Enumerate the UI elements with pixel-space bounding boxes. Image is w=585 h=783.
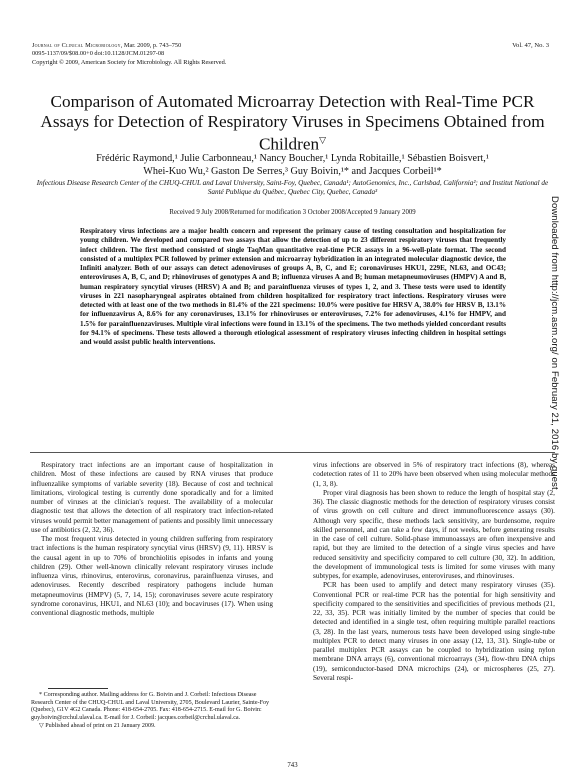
journal-header: [32, 42, 362, 67]
affiliations: Infectious Disease Research Center of the CHUQ-CHUL and Laval University, Saint-Foy, Quebec, Canada¹; AutoGenomics, Inc., Carlsbad, California²; and Institut National de Santé Publique du Québec, Quebec City, Quebec, Canada³: [36, 179, 549, 197]
author-list: [40, 152, 545, 178]
published-ahead-note: ▽ Published ahead of print on 21 January 2009.: [39, 723, 156, 730]
received-dates: Received 9 July 2008/Returned for modification 3 October 2008/Accepted 9 January 2009: [169, 209, 416, 216]
authors-line-1: Frédéric Raymond,¹ Julie Carbonneau,¹ Nancy Boucher,¹ Lynda Robitaille,¹ Sébastien Boisvert,¹: [96, 153, 489, 164]
abstract-divider: [30, 452, 555, 453]
page-number: 743: [287, 762, 298, 769]
body-paragraph: The most frequent virus detected in young children suffering from respiratory tract infections is the human respiratory syncytial virus (HRSV) (9, 11). HRSV is the causal agent in up to 70% of bronchiolitis episodes in infants and young children (29). Other well-known clinically relevant respiratory viruses include influenza virus, rhinovirus, enterovirus, coronavirus, parainfluenza viruses, and adenoviruses. Recently described respiratory pathogens include human metapneumovirus (HMPV) (5, 7, 14, 15); coronaviruses severe acute respiratory syndrome coronavirus, HKU1, and NL63 (10); and bocaviruses (17). When using conventional diagnostic methods, multiple: [31, 535, 273, 617]
article-title: [30, 92, 555, 154]
abstract: Respiratory virus infections are a major health concern and represent the primary cause of testing consultation and hospitalization for young children. We developed and compared two assays that allow the detection of up to 23 different respiratory viruses that frequently infect children. The first method consisted of single TaqMan quantitative real-time PCR assays in a 96-well-plate format. The second consisted of a multiplex PCR followed by primer extension and microarray hybridization in an integrated molecular diagnostic device, the Infiniti analyzer. Both of our assays can detect adenoviruses of groups A, B, C, and E; coronaviruses HKU1, 229E, NL63, and OC43; enteroviruses A, B, C, and D; rhinoviruses of genotypes A and B; influenza viruses A and B; human metapneumoviruses (HMPV) A and B, human respiratory syncytial viruses (HRSV) A and B; and parainfluenza viruses of types 1, 2, and 3. These tests were used to identify viruses in 221 nasopharyngeal aspirates obtained from children hospitalized for respiratory tract infections. Respiratory viruses were detected with at least one of the two methods in 81.4% of the 221 specimens: 10.0% were positive for HRSV A, 38.0% for HRSV B, 13.1% for influenzavirus A, 8.6% for any coronaviruses, 13.1% for rhinoviruses or enteroviruses, 7.2% for adenoviruses, 4.1% for HMPV, and 1.5% for parainfluenzaviruses. Multiple viral infections were found in 13.1% of the specimens. The two methods yielded concordant results for 94.1% of specimens. These tests allowed a thorough etiological assessment of respiratory viruses infecting children in hospital settings and would assist public health interventions.: [80, 227, 506, 346]
authors-line-2: Whei-Kuo Wu,² Gaston De Serres,³ Guy Boivin,¹* and Jacques Corbeil¹*: [143, 166, 442, 177]
body-paragraph: PCR has been used to amplify and detect many respiratory viruses (35). Conventional PCR or real-time PCR has the potential for high sensitivity and specificity compared to the sensitivities and specificities of previous methods (21, 22, 33, 35). PCR was initially limited by the number of species that could be detected and identified in a single test, often requiring multiple parallel reactions (3, 28). In the last years, numerous tests have been developed using single-tube multiplex PCR to detect many viruses in one assay (12, 13, 31). Single-tube or parallel multiplex PCR assays can be coupled to hybridization using nylon membrane DNA arrays (6), conventional microarrays (34), flow-thru DNA chips (19), semiconductor-based DNA microchips (24), or microspheres (25, 27). Several respi-: [313, 581, 555, 682]
body-paragraph: virus infections are observed in 5% of respiratory tract infections (8), whereas codetection rates of 11 to 20% have been observed when using molecular methods (1, 3, 8).: [313, 461, 555, 488]
footnote-divider: [48, 688, 108, 689]
body-column-right: [313, 461, 555, 683]
download-stamp: Downloaded from http://jcm.asm.org/ on February 21, 2016 by guest: [549, 196, 560, 490]
body-column-left: [31, 461, 273, 618]
corresponding-author-note: * Corresponding author. Mailing address for G. Boivin and J. Corbeil: Infectious Disease Research Center of the CHUQ-CHUL and Laval University, 2705, Boulevard Laurier, Sainte-Foy (Quebec), G1V 4G2 Canada. Phone: 418-654-2705. Fax: 418-654-2715. E-mail for G. Boivin: guy.boivin@crchul.ulaval.ca. E-mail for J. Corbeil: jacques.corbeil@crchul.ulaval.ca.: [31, 692, 270, 721]
journal-name: Journal of Clinical Microbiology: [32, 42, 121, 49]
body-paragraph: Respiratory tract infections are an important cause of hospitalization in children. Most of these infections are caused by RNA viruses that produce influenzalike symptoms of variable severity (18). Because of cost and technical limitations, virological testing is currently done sporadically and for a limited number of viruses at the clinician's request. The availability of a molecular diagnostic test that allows the detection of all respiratory tract infection-related viruses would permit better management of patients and possibly limit unnecessary use of antibiotics (2, 32, 36).: [31, 461, 273, 534]
copyright-line: Copyright © 2009, American Society for Microbiology. All Rights Reserved.: [32, 58, 227, 66]
journal-citation: [32, 42, 362, 50]
journal-issue-info: , Mar. 2009, p. 743–750: [120, 42, 182, 49]
article-title-text: Comparison of Automated Microarray Detection with Real-Time PCR Assays for Detection of Respiratory Viruses in Specimens Obtained from Children: [40, 92, 545, 154]
issn-doi: 0095-1137/09/$08.00+0 doi:10.1128/JCM.01297-08: [32, 50, 165, 58]
body-paragraph: Proper viral diagnosis has been shown to reduce the length of hospital stay (2, 36). The classic diagnostic methods for the detection of respiratory viruses consist of virus growth on cell culture and direct immunofluorescence assays (30). Although very specific, these methods lack sensitivity, are burdensome, require skilled personnel, and can take a few days, if not weeks, before generating results in the case of cell culture. Solid-phase immunoassays are often inexpensive and rapid, but they are limited to the detection of a single virus species and have reduced sensitivity and specificity compared to cell culture (30, 32). In addition, the development of immunological tests is limited for some viruses with many subtypes, for example, adenoviruses, enteroviruses, and rhinoviruses.: [313, 488, 555, 580]
footnotes: [31, 692, 273, 732]
volume-info: Vol. 47, No. 3: [512, 42, 549, 49]
title-mark: ▽: [319, 135, 327, 145]
